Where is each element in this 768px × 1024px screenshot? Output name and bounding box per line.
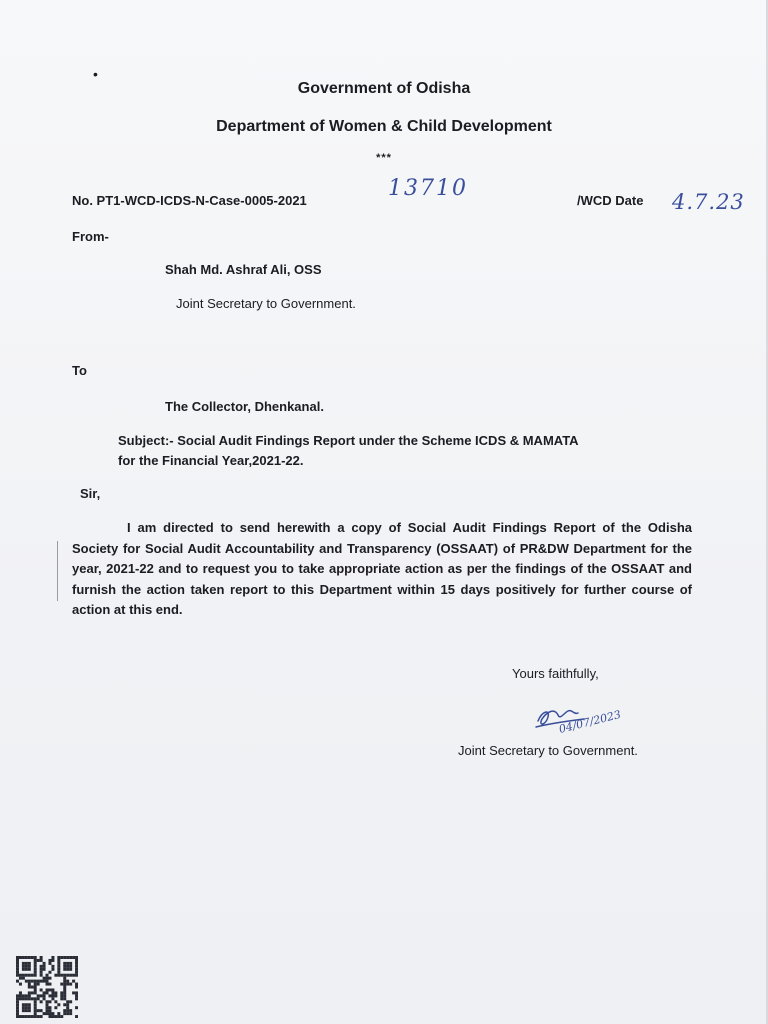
salutation: Sir,	[80, 486, 101, 501]
letter-number: No. PT1-WCD-ICDS-N-Case-0005-2021	[72, 193, 307, 208]
stray-mark: •	[93, 66, 98, 82]
subject-line-1: Subject:- Social Audit Findings Report under the Scheme ICDS & MAMATA	[118, 433, 579, 448]
wcd-date-label: /WCD Date	[577, 193, 644, 208]
from-label: From-	[72, 229, 109, 244]
government-heading: Government of Odisha	[297, 80, 471, 97]
department-heading: Department of Women & Child Development	[216, 118, 552, 135]
signature-mark	[528, 693, 648, 741]
handwritten-letter-number: 13710	[388, 176, 468, 201]
recipient: The Collector, Dhenkanal.	[165, 399, 324, 414]
subject-block	[118, 431, 579, 471]
heading-separator: ***	[376, 152, 392, 164]
handwritten-date: 4.7.23	[672, 190, 745, 214]
sender-name: Shah Md. Ashraf Ali, OSS	[165, 262, 322, 277]
to-label: To	[72, 363, 87, 378]
subject-line-2: for the Financial Year,2021-22.	[118, 453, 304, 468]
closing: Yours faithfully,	[512, 666, 599, 681]
qr-code-icon	[16, 956, 78, 1018]
sender-designation: Joint Secretary to Government.	[176, 296, 356, 311]
margin-mark	[57, 541, 58, 601]
sign-off-designation: Joint Secretary to Government.	[458, 743, 638, 758]
signature-date: 04/07/2023	[557, 707, 623, 736]
letter-body: I am directed to send herewith a copy of Social Audit Findings Report of the Odisha Society for Social Audit Accountability and Transparency (OSSAAT) of PR&DW Department for the year, 2021-22 and to request you to take appropriate action as per the findings of the OSSAAT and furnish the action taken report to this Department within 15 days positively for further course of action at this end.	[72, 520, 692, 617]
